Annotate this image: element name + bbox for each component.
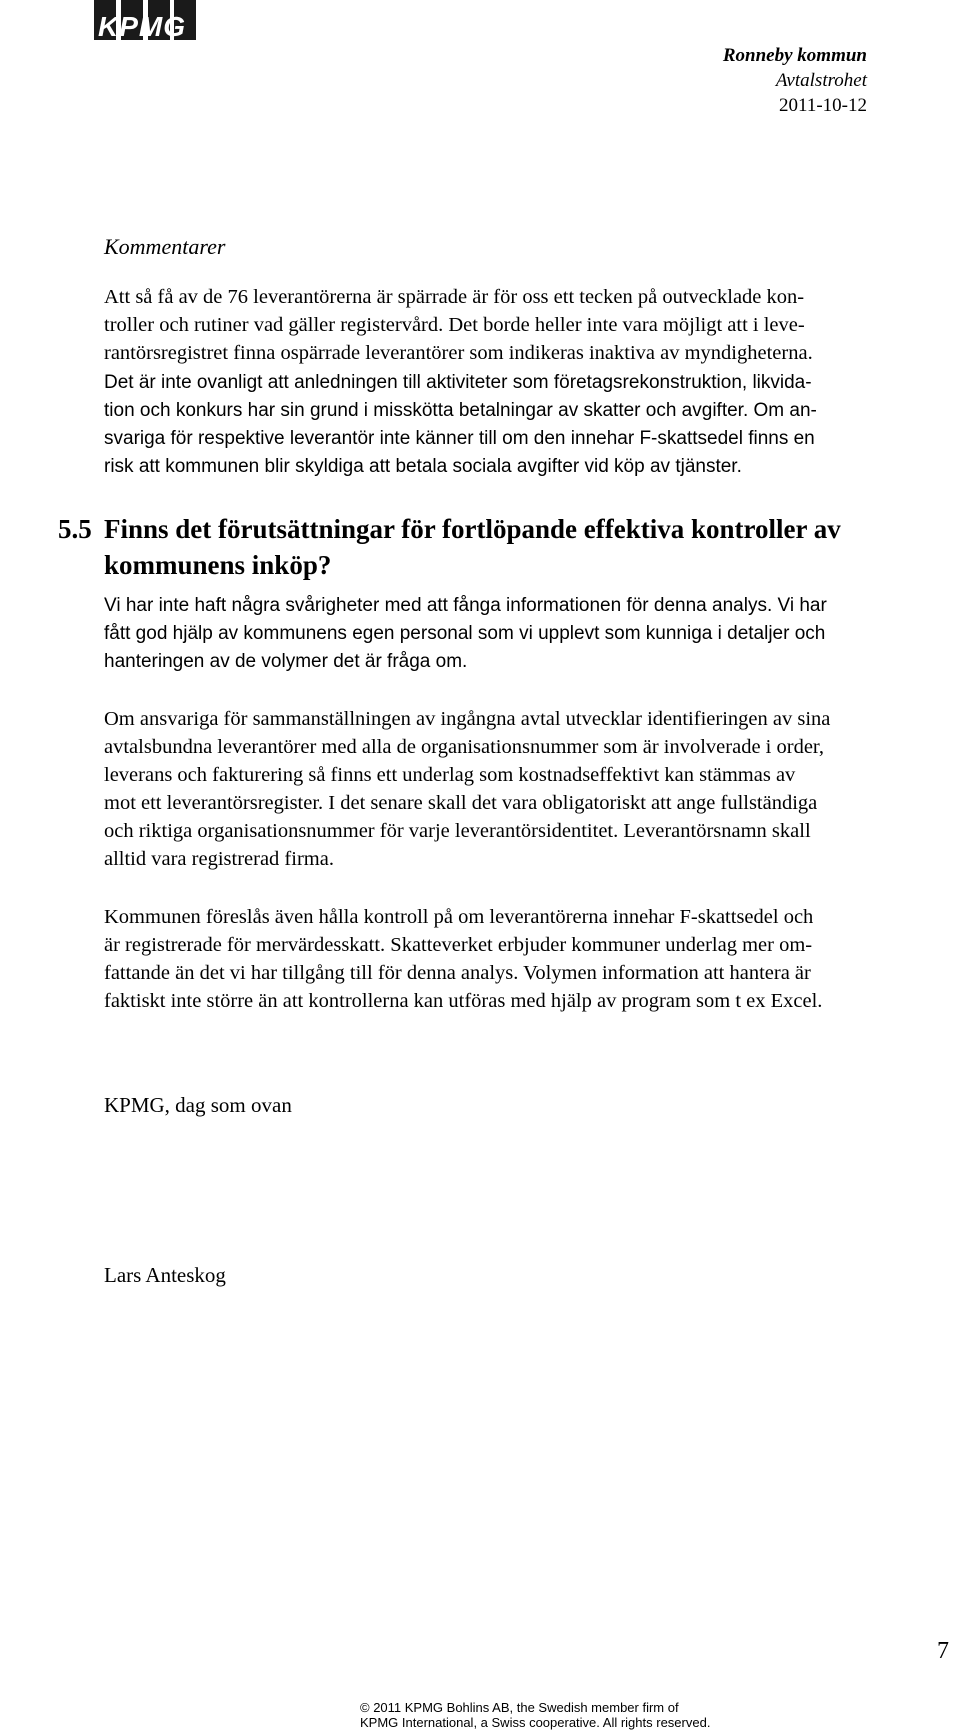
- text-line: alltid vara registrerad firma.: [104, 848, 334, 870]
- footer-line-1: © 2011 KPMG Bohlins AB, the Swedish member firm of: [360, 1700, 679, 1715]
- signature-name: Lars Anteskog: [104, 1263, 226, 1287]
- page-number: 7: [937, 1638, 949, 1664]
- comments-paragraph-1: [104, 283, 954, 367]
- text-line: är registrerade för mervärdesskatt. Skatteverket erbjuder kommuner underlag mer om-: [104, 934, 813, 956]
- text-line: leverans och fakturering så finns ett underlag som kostnadseffektivt kan stämmas av: [104, 764, 796, 786]
- text-line: svariga för respektive leverantör inte känner till om den innehar F-skattsedel finns en: [104, 428, 815, 449]
- text-line: rantörsregistret finna ospärrade leverantörer som indikeras inaktiva av myndigheterna.: [104, 342, 813, 364]
- document-header: [723, 43, 867, 118]
- section-paragraph-2: [104, 705, 954, 873]
- comments-heading: Kommentarer: [104, 234, 226, 259]
- text-line: och riktiga organisationsnummer för varje leverantörsidentitet. Leverantörsnamn skall: [104, 820, 811, 842]
- text-line: Om ansvariga för sammanställningen av ingångna avtal utvecklar identifieringen av sina: [104, 708, 831, 730]
- section-paragraph-3: [104, 903, 954, 1015]
- text-line: troller och rutiner vad gäller registervård. Det borde heller inte vara möjligt att i leve-: [104, 314, 805, 336]
- text-line: Vi har inte haft några svårigheter med att fånga informationen för denna analys. Vi har: [104, 595, 827, 616]
- text-line: fattande än det vi har tillgång till för denna analys. Volymen information att hantera är: [104, 962, 811, 984]
- footer-line-2: KPMG International, a Swiss cooperative. All rights reserved.: [360, 1715, 711, 1730]
- header-organization: Ronneby kommun: [722, 45, 867, 66]
- text-line: Att så få av de 76 leverantörerna är spärrade är för oss ett tecken på outvecklade kon-: [104, 286, 805, 308]
- section-heading: [58, 511, 958, 583]
- text-line: avtalsbundna leverantörer med alla de organisationsnummer som är involverade i order,: [104, 736, 825, 758]
- section-paragraph-1: [104, 592, 954, 676]
- copyright-footer: [360, 1700, 780, 1730]
- text-line: Det är inte ovanligt att anledningen till aktiviteter som företagsrekonstruktion, likvida-: [104, 372, 812, 393]
- text-line: risk att kommunen blir skyldiga att betala sociala avgifter vid köp av tjänster.: [104, 456, 742, 477]
- section-number: 5.5: [58, 514, 92, 544]
- kpmg-logo: [94, 0, 196, 42]
- header-report-title: Avtalstrohet: [775, 70, 867, 91]
- text-line: hanteringen av de volymer det är fråga om.: [104, 651, 468, 672]
- kpmg-logo-text: KPMG: [98, 11, 186, 42]
- section-title: Finns det förutsättningar för fortlöpande effektiva kontroller av kommunens inköp?: [104, 514, 841, 580]
- header-date: 2011-10-12: [779, 95, 867, 116]
- text-line: faktiskt inte större än att kontrollerna kan utföras med hjälp av program som t ex Excel.: [104, 990, 823, 1012]
- text-line: fått god hjälp av kommunens egen personal som vi upplevt som kunniga i detaljer och: [104, 623, 826, 644]
- closing-line: KPMG, dag som ovan: [104, 1093, 292, 1117]
- text-line: tion och konkurs har sin grund i misskötta betalningar av skatter och avgifter. Om an-: [104, 400, 817, 421]
- text-line: mot ett leverantörsregister. I det senare skall det vara obligatoriskt att ange fullständiga: [104, 792, 818, 814]
- comments-paragraph-2: [104, 369, 954, 481]
- text-line: Kommunen föreslås även hålla kontroll på om leverantörerna innehar F-skattsedel och: [104, 906, 814, 928]
